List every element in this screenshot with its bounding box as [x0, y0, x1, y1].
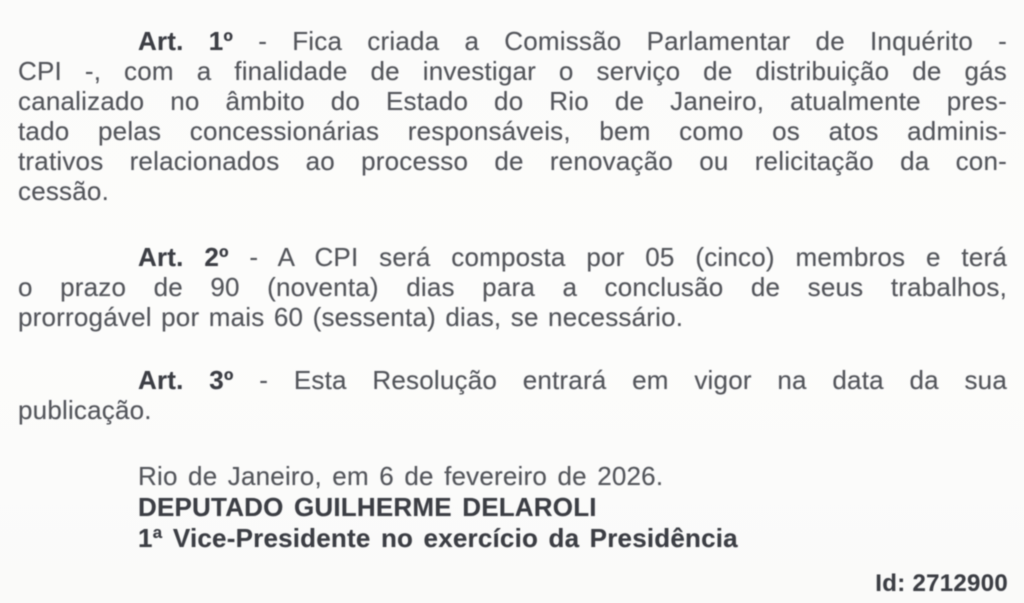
article-2-line-1 — [18, 242, 1007, 272]
article-1-line-3: canalizado no âmbito do Estado do Rio de Janeiro, atualmente pres- — [18, 86, 1007, 116]
document-id: Id: 2712900 — [875, 570, 1008, 597]
article-2-paragraph — [18, 242, 1007, 332]
article-1-line-5: trativos relacionados ao processo de renovação ou relicitação da con- — [18, 146, 1007, 176]
article-2-label: Art. 2º — [138, 242, 229, 272]
article-1-line-2: CPI -, com a finalidade de investigar o serviço de distribuição de gás — [18, 56, 1007, 86]
article-1-paragraph — [18, 26, 1007, 206]
article-1-line-4: tado pelas concessionárias responsáveis, bem como os atos adminis- — [18, 116, 1007, 146]
article-3-line-2: publicação. — [18, 395, 152, 425]
article-1-line-6: cessão. — [18, 176, 110, 206]
article-3-line-1 — [18, 365, 1007, 395]
place-and-date: Rio de Janeiro, em 6 de fevereiro de 2026. — [138, 461, 664, 491]
signature-block — [138, 461, 738, 554]
article-2-line-1-text: - A CPI será composta por 05 (cinco) membros e terá — [228, 242, 1007, 272]
article-2-line-3: prorrogável por mais 60 (sessenta) dias, se necessário. — [18, 302, 684, 332]
article-1-label: Art. 1º — [138, 26, 234, 56]
article-3-paragraph — [18, 365, 1007, 425]
article-1-line-1-text: - Fica criada a Comissão Parlamentar de Inquérito - — [233, 26, 1007, 56]
article-3-line-1-text: - Esta Resolução entrará em vigor na data da sua — [233, 365, 1007, 395]
article-3-label: Art. 3º — [138, 365, 234, 395]
signer-name: DEPUTADO GUILHERME DELAROLI — [138, 492, 597, 522]
signer-role: 1ª Vice-Presidente no exercício da Presidência — [138, 523, 738, 553]
article-2-line-2: o prazo de 90 (noventa) dias para a conclusão de seus trabalhos, — [18, 272, 1007, 302]
article-1-line-1 — [18, 26, 1007, 56]
